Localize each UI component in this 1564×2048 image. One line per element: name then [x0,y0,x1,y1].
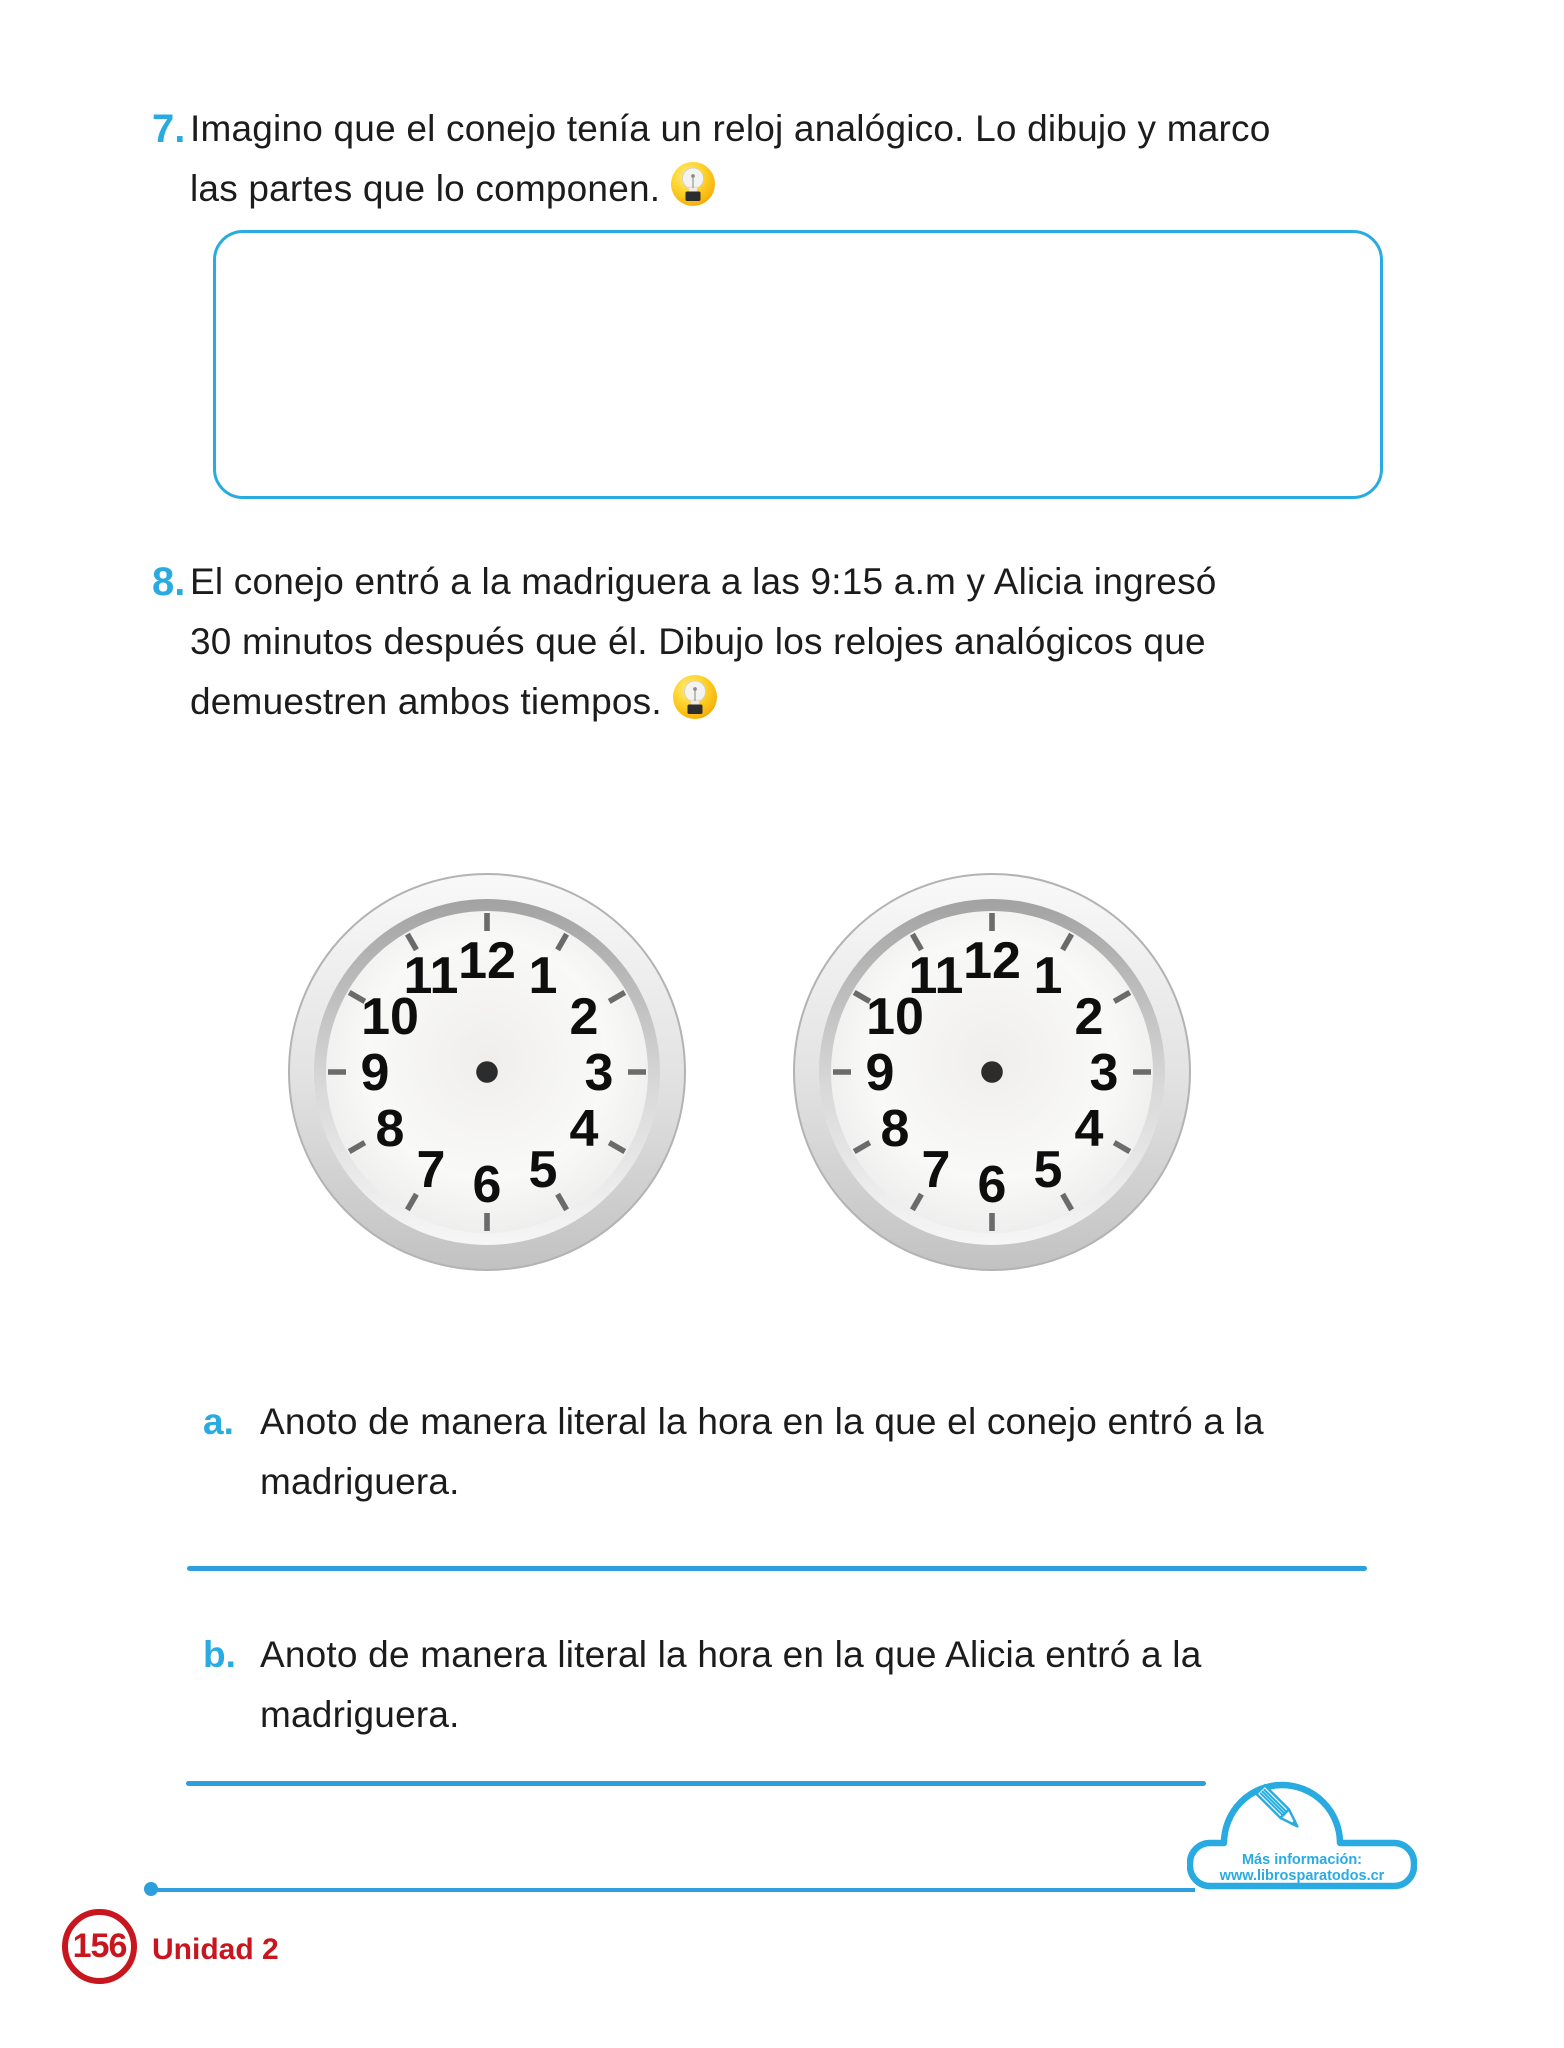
unit-label: Unidad 2 [152,1933,279,1966]
info-badge-line-1: Más información: [1241,1852,1363,1868]
lightbulb-icon [672,674,718,720]
clock-number: 4 [1074,1100,1104,1158]
question-7-text [190,99,1271,219]
subquestion-a-line-2: madriguera. [260,1461,460,1502]
clock-number: 5 [1033,1141,1063,1199]
subquestion-b-line-1: Anoto de manera literal la hora en la que Alicia entró a la [260,1634,1202,1675]
clock-number: 3 [1089,1044,1119,1102]
clock-number: 8 [375,1100,405,1158]
info-badge-line-2: www.librosparatodos.cr [1219,1868,1385,1884]
question-7-number: 7. [152,107,186,151]
analog-clock-right[interactable] [792,872,1192,1272]
subquestion-a-line-1: Anoto de manera literal la hora en la que el conejo entró a la [260,1401,1264,1442]
clock-number: 12 [963,932,1021,990]
drawing-box[interactable] [213,230,1383,499]
clock-center-dot [981,1061,1003,1083]
clock-number: 4 [569,1100,599,1158]
clock-number: 2 [1074,988,1104,1046]
question-8-number: 8. [152,560,186,604]
question-8-line-1: El conejo entró a la madriguera a las 9:15 a.m y Alicia ingresó [190,561,1217,602]
clock-number: 10 [866,988,924,1046]
question-7-line-1: Imagino que el conejo tenía un reloj analógico. Lo dibujo y marco [190,108,1271,149]
answer-line-b[interactable] [186,1781,1206,1786]
clock-number: 7 [416,1141,446,1199]
clock-number: 1 [528,947,558,1005]
page-number-badge [62,1909,137,1984]
clock-number: 6 [472,1156,502,1214]
clock-number: 9 [865,1044,895,1102]
clock-number: 5 [528,1141,558,1199]
clock-number: 1 [1033,947,1063,1005]
clock-number: 10 [361,988,419,1046]
lightbulb-icon [670,161,716,207]
clock-number: 2 [569,988,599,1046]
question-8-line-2: 30 minutos después que él. Dibujo los relojes analógicos que [190,621,1206,662]
subquestion-b-line-2: madriguera. [260,1694,460,1735]
clock-number: 3 [584,1044,614,1102]
clock-number: 11 [403,947,459,1005]
question-8-text [190,552,1217,732]
subquestion-a-label: a. [203,1401,234,1442]
info-badge[interactable] [1187,1768,1417,1892]
subquestion-b-text [260,1625,1202,1745]
clock-number: 6 [977,1156,1007,1214]
page-number: 156 [72,1927,127,1965]
clock-number: 11 [908,947,964,1005]
clock-number: 8 [880,1100,910,1158]
subquestion-a-text [260,1392,1264,1512]
subquestion-b-label: b. [203,1634,236,1675]
answer-line-a[interactable] [187,1566,1367,1571]
footer-divider-line [150,1888,1195,1892]
analog-clock-left[interactable] [287,872,687,1272]
clock-number: 9 [360,1044,390,1102]
clock-number: 7 [921,1141,951,1199]
question-8-line-3: demuestren ambos tiempos. [190,672,1217,732]
question-7-line-2: las partes que lo componen. [190,159,1271,219]
footer-divider-dot [144,1882,158,1896]
clock-center-dot [476,1061,498,1083]
clock-number: 12 [458,932,516,990]
